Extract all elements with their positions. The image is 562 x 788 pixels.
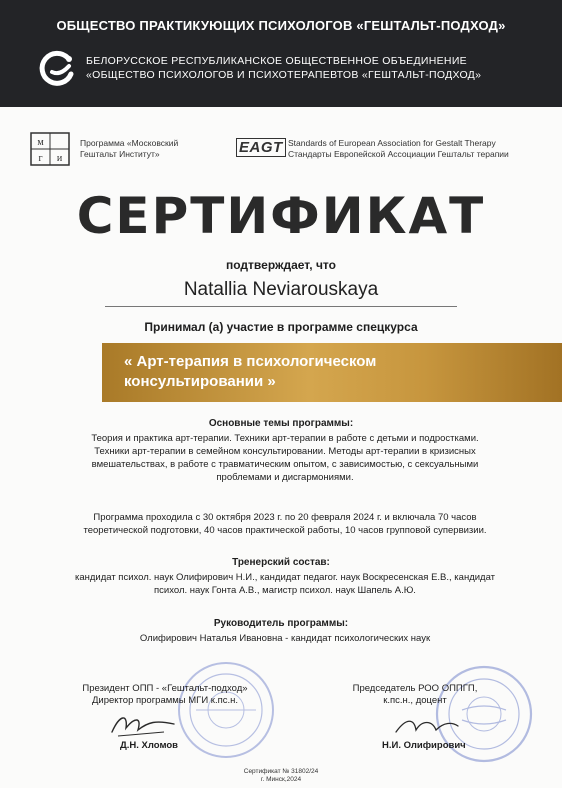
eagt-standards-text [288,138,509,160]
left-signatory-line2: Директор программы МГИ к.пс.н. [91,695,239,706]
svg-text:м: м [37,137,44,148]
header-title: ОБЩЕСТВО ПРАКТИКУЮЩИХ ПСИХОЛОГОВ «ГЕШТАЛЬТ-ПОДХОД» [56,18,506,33]
schedule-text [38,511,532,537]
topics-line2: Техники арт-терапии в семейном консультировании. Методы арт-терапии в кризисных [94,446,476,457]
certificate-title: СЕРТИФИКАТ [76,187,486,245]
topics-line1: Теория и практика арт-терапии. Техники арт-терапии в работе с детьми и подростками. [91,433,479,444]
course-title-line1: « Арт-терапия в психологическом [124,353,377,370]
trainers-text [38,571,532,597]
left-signatory-name: Д.Н. Хломов [120,740,179,751]
schedule-line2: теоретической подготовки, 40 часов практической работы, 10 часов групповой супервизии. [83,525,487,536]
gestalt-logo-icon [38,50,76,88]
right-signature-icon [392,712,462,740]
eagt-logo: EAGT [236,138,286,157]
header-subtitle-line1: БЕЛОРУССКОЕ РЕСПУБЛИКАНСКОЕ ОБЩЕСТВЕННОЕ ОБЪЕДИНЕНИЕ [86,55,467,67]
certificate-place: г. Минск,2024 [260,776,302,783]
header-band [0,0,562,107]
svg-text:и: и [56,153,63,164]
participation-text: Принимал (а) участие в программе спецкурса [144,320,418,334]
header-subtitle [86,54,546,82]
course-title-line2: консультировании » [124,373,276,390]
left-signatory-line1: Президент ОПП - «Гештальт-подход» [82,683,248,694]
header-subtitle-line2: «ОБЩЕСТВО ПСИХОЛОГОВ И ПСИХОТЕРАПЕВТОВ «ГЕШТАЛЬТ-ПОДХОД» [86,69,482,81]
left-signatory-title [40,683,290,707]
director-line1: Олифирович Наталья Ивановна - кандидат психологических наук [139,633,431,644]
recipient-underline [105,306,457,307]
topics-line3: вмешательствах, в работе с травматическим опытом, с зависимостью, с сексуальными [91,459,479,470]
right-signatory-name: Н.И. Олифирович [382,740,466,751]
mgi-line1: Программа «Московский [80,138,179,148]
topics-text [38,432,532,484]
confirms-text: подтверждает, что [226,258,336,272]
mgi-line2: Гештальт Институт» [80,149,160,159]
trainers-line1: кандидат психол. наук Олифирович Н.И., кандидат педагог. наук Воскресенская Е.В., кандидат [74,572,496,583]
eagt-line1: Standards of European Association for Gestalt Therapy [288,138,496,148]
mgi-logo-icon [30,132,70,166]
eagt-line2: Стандарты Европейской Ассоциации Гештальт терапии [288,149,509,159]
certificate-footer [0,768,562,784]
left-signature-icon [108,710,178,740]
trainers-heading: Тренерский состав: [232,557,330,568]
recipient-name: Natallia Neviarouskaya [183,279,379,300]
certificate-number: Сертификат № 31802/24 [243,768,319,775]
mgi-program-text [80,138,178,160]
right-signatory-line1: Председатель РОО ОППГП, [352,683,478,694]
director-heading: Руководитель программы: [213,618,349,629]
right-signatory-line2: к.пс.н., доцент [383,695,447,706]
schedule-line1: Программа проходила с 30 октября 2023 г. по 20 февраля 2024 г. и включала 70 часов [93,512,477,523]
trainers-line2: психол. наук Гонта А.В., магистр психол. наук Шапель А.Ю. [154,585,416,596]
director-text [38,632,532,645]
left-seal-stamp-icon [176,660,276,760]
right-signatory-title [330,683,500,707]
svg-text:г: г [38,153,43,164]
course-banner [102,343,562,402]
partners-row [30,130,542,170]
topics-line4: проблемами и дисгармониями. [216,472,354,483]
topics-heading: Основные темы программы: [208,418,354,429]
